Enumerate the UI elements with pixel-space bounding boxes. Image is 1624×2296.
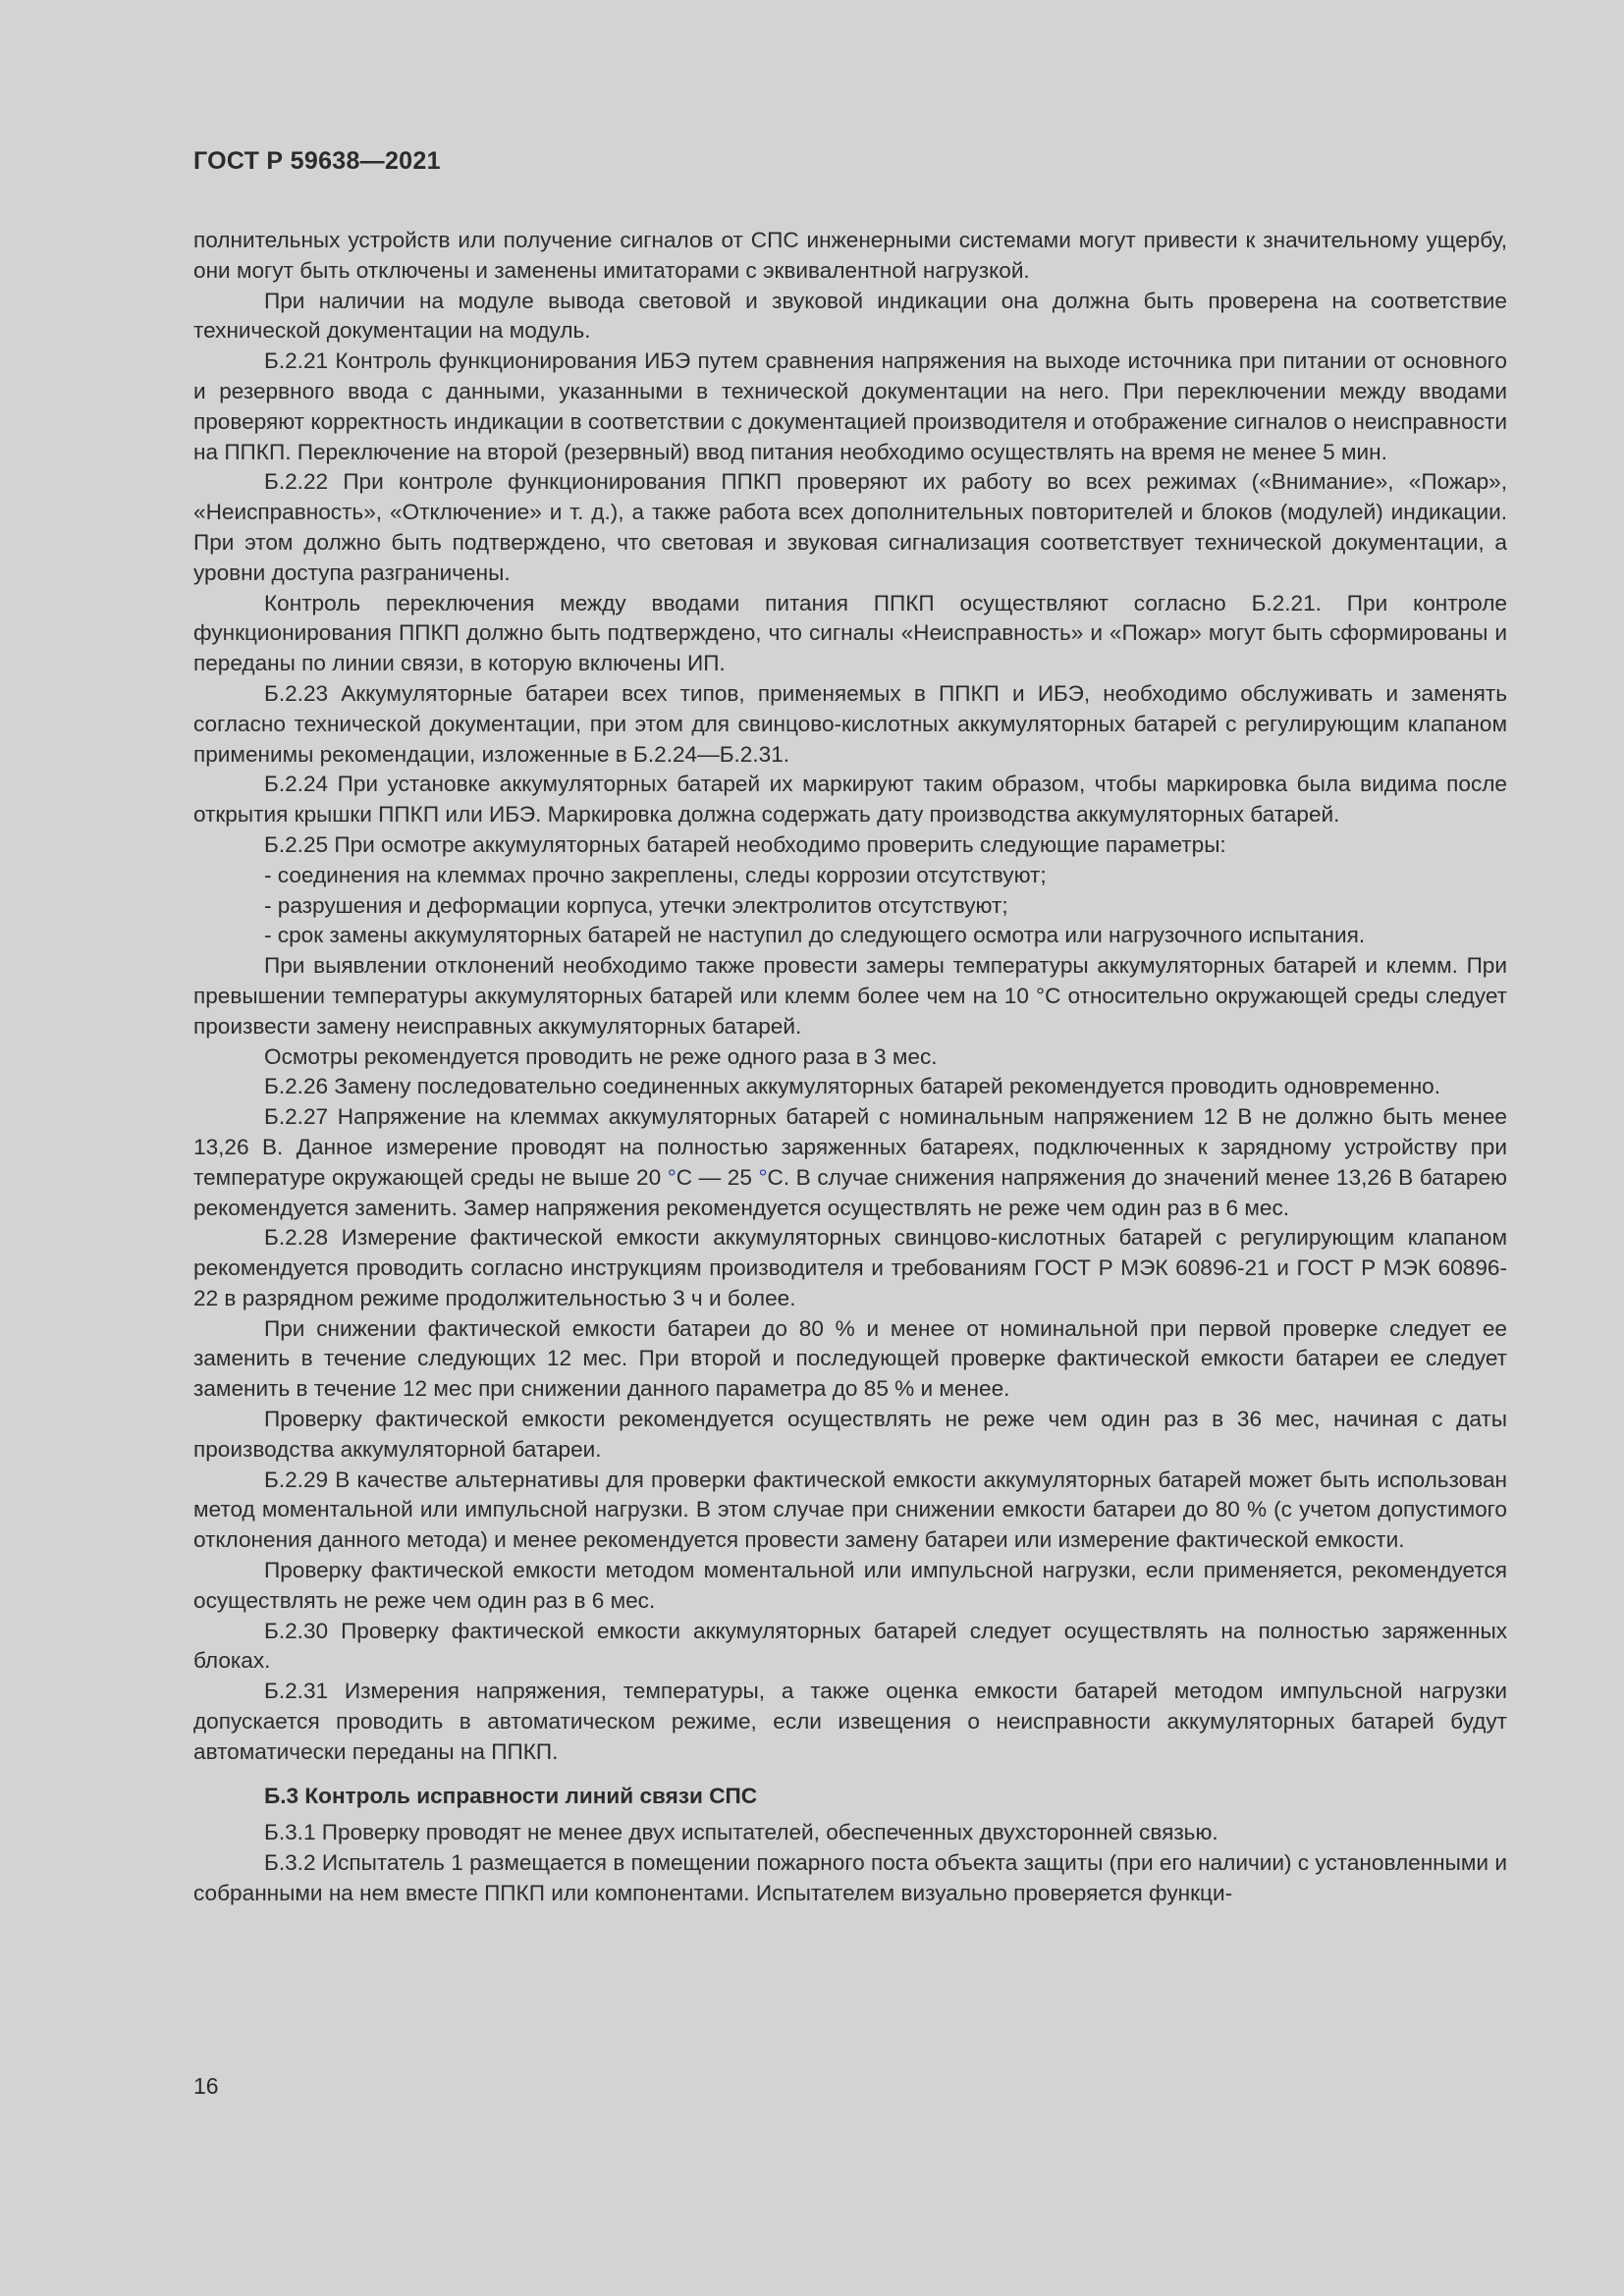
clause-b-2-23: Б.2.23 Аккумуляторные батареи всех типов, применяемых в ППКП и ИБЭ, необходимо обслуживать и заменять согласно технической документации, при этом для свинцово-кислотных аккумуляторных батарей с регулирующим клапаном применимы рекомендации, изложенные в Б.2.24—Б.2.31. [193,680,1507,767]
clause-b-2-29: Б.2.29 В качестве альтернативы для проверки фактической емкости аккумуляторных батарей может быть использован метод моментальной или импульсной нагрузки. В этом случае при снижении емкости батареи до 80 % (с учетом допустимого отклонения данного метода) и менее рекомендуется провести замену батареи или измерение фактической емкости. [193,1467,1507,1553]
clause-b-2-31: Б.2.31 Измерения напряжения, температуры, а также оценка емкости батарей методом импульсной нагрузки допускается проводить в автоматическом режиме, если извещения о неисправности аккумуляторных батарей будут автоматически переданы на ППКП. [193,1679,1507,1764]
clause-b-2-30: Б.2.30 Проверку фактической емкости аккумуляторных батарей следует осуществлять на полностью заряженных блоках. [193,1618,1507,1674]
clause-b-3-2: Б.3.2 Испытатель 1 размещается в помещении пожарного поста объекта защиты (при его наличии) с установленными и собранными на нем вместе ППКП или компонентами. Испытателем визуально проверяется функци- [193,1850,1507,1906]
page-number: 16 [193,2073,219,2099]
clause-b-2-26: Б.2.26 Замену последовательно соединенных аккумуляторных батарей рекомендуется проводить одновременно. [264,1074,1441,1099]
clause-b-2-25: Б.2.25 При осмотре аккумуляторных батарей необходимо проверить следующие параметры: [264,831,1226,857]
list-item: - разрушения и деформации корпуса, утечки электролитов отсутствуют; [264,892,1008,918]
paragraph: При выявлении отклонений необходимо также провести замеры температуры аккумуляторных батарей и клемм. При превышении температуры аккумуляторных батарей или клемм более чем на 10 °С относительно окружающей среды следует произвести замену неисправных аккумуляторных батарей. [193,953,1507,1039]
list-item: - срок замены аккумуляторных батарей не наступил до следующего осмотра или нагрузочного испытания. [264,923,1366,948]
paragraph: При снижении фактической емкости батареи до 80 % и менее от номинальной при первой проверке следует ее заменить в течение следующих 12 мес. При второй и последующей проверке фактической емкости батареи ее следует заменить в течение 12 мес при снижении данного параметра до 85 % и менее. [193,1315,1507,1402]
degree-symbol: ° [758,1164,768,1190]
document-body [193,226,1507,1909]
text-span: С — 25 [676,1164,759,1190]
paragraph: Осмотры рекомендуется проводить не реже одного раза в 3 мес. [264,1043,938,1069]
list-item: - соединения на клеммах прочно закреплены, следы коррозии отсутствуют; [264,862,1047,887]
clause-b-2-24: Б.2.24 При установке аккумуляторных батарей их маркируют таким образом, чтобы маркировка была видима после открытия крышки ППКП или ИБЭ. Маркировка должна содержать дату производства аккумуляторных батарей. [193,772,1507,828]
section-heading: Б.3 Контроль исправности линий связи СПС [264,1783,758,1808]
paragraph: При наличии на модуле вывода световой и звуковой индикации она должна быть проверена на соответствие технической документации на модуль. [193,288,1507,344]
paragraph: Проверку фактической емкости методом моментальной или импульсной нагрузки, если применяется, рекомендуется осуществлять не реже чем один раз в 6 мес. [193,1558,1507,1613]
paragraph: полнительных устройств или получение сигналов от СПС инженерными системами могут привести к значительному ущербу, они могут быть отключены и заменены имитаторами с эквивалентной нагрузкой. [193,228,1507,283]
paragraph: Контроль переключения между вводами питания ППКП осуществляют согласно Б.2.21. При контроле функционирования ППКП должно быть подтверждено, что сигналы «Неисправность» и «Пожар» могут быть сформированы и переданы по линии связи, в которую включены ИП. [193,590,1507,676]
degree-symbol: ° [667,1164,677,1190]
clause-b-2-21: Б.2.21 Контроль функционирования ИБЭ путем сравнения напряжения на выходе источника при питании от основного и резервного ввода с данными, указанными в технической документации на него. При переключении между вводами проверяют корректность индикации в соответствии с документацией производителя и отображение сигналов о неисправности на ППКП. Переключение на второй (резервный) ввод питания необходимо осуществлять на время не менее 5 мин. [193,348,1507,464]
clause-b-2-22: Б.2.22 При контроле функционирования ППКП проверяют их работу во всех режимах («Внимание», «Пожар», «Неисправность», «Отключение» и т. д.), а также работа всех дополнительных повторителей и блоков (модулей) индикации. При этом должно быть подтверждено, что световая и звуковая сигнализация соответствует технической документации, а уровни доступа разграничены. [193,469,1507,585]
text-span: Б.2.27 Напряжение на клеммах аккумуляторных батарей с номинальным напряжением 12 В не должно быть менее 13,26 В. Данное измерение проводят на полностью заряженных батареях, подключенных к зарядному устройству при температуре окружающей среды не выше 20 [193,1104,1507,1190]
document-header: ГОСТ Р 59638—2021 [193,147,441,175]
paragraph: Проверку фактической емкости рекомендуется осуществлять не реже чем один раз в 36 мес, начиная с даты производства аккумуляторной батареи. [193,1407,1507,1462]
clause-b-3-1: Б.3.1 Проверку проводят не менее двух испытателей, обеспеченных двухсторонней связью. [264,1820,1218,1845]
clause-b-2-28: Б.2.28 Измерение фактической емкости аккумуляторных свинцово-кислотных батарей с регулирующим клапаном рекомендуется проводить согласно инструкциям производителя и требованиям ГОСТ Р МЭК 60896-21 и ГОСТ Р МЭК 60896-22 в разрядном режиме продолжительностью 3 ч и более. [193,1225,1507,1310]
clause-b-2-27 [193,1102,1507,1223]
text-span: С. В случае снижения напряжения до значений менее 13,26 В батарею рекомендуется заменить. Замер напряжения рекомендуется осуществлять не реже чем один раз в 6 мес. [193,1164,1507,1220]
